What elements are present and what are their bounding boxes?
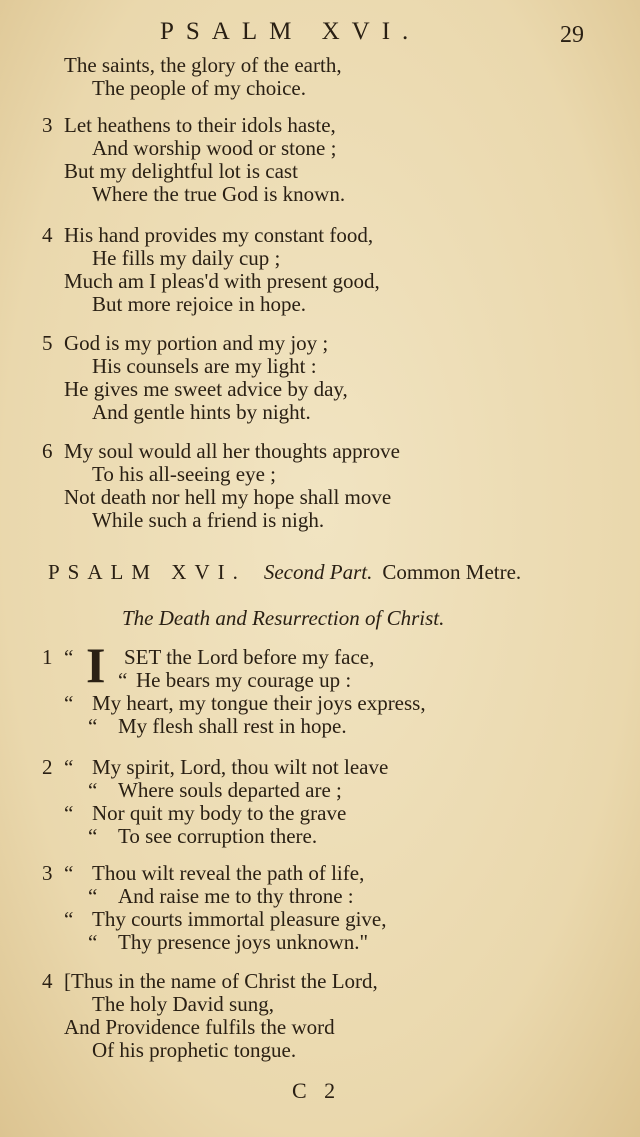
quote-mark: “ [64,755,74,779]
quote-mark: “ [64,691,74,715]
quote-mark: “ [118,668,128,692]
verse-line: Let heathens to their idols haste, [64,113,336,137]
verse-line: And gentle hints by night. [92,400,311,424]
section-part: Second Part. [263,560,373,584]
stanza-number: 5 [42,331,53,355]
page-header [0,14,640,54]
verse-line: And worship wood or stone ; [92,136,337,160]
stanza-number: 1 [42,645,53,669]
stanza-3 [0,114,640,206]
verse-line: Where the true God is known. [92,182,346,206]
verse-line: The holy David sung, [92,992,274,1016]
verse-line: He gives me sweet advice by day, [64,377,348,401]
running-head: PSALM XVI. [160,18,421,45]
quote-mark: “ [64,801,74,825]
stanza-2-tail [0,54,640,100]
verse-line: He fills my daily cup ; [92,246,281,270]
verse-line: Thy presence joys unknown." [118,930,369,954]
verse-line: His hand provides my constant food, [64,223,374,247]
verse-line: Thou wilt reveal the path of life, [92,861,365,885]
verse-line: Not death nor hell my hope shall move [64,485,392,509]
stanza-number: 4 [42,969,53,993]
verse-line: To see corruption there. [118,824,318,848]
quote-mark: “ [88,884,98,908]
verse-line: And Providence fulfils the word [64,1015,335,1039]
verse-line: Much am I pleas'd with present good, [64,269,380,293]
verse-line: SET the Lord before my face, [124,645,375,669]
page-number: 29 [560,22,584,48]
quote-mark: “ [88,714,98,738]
stanza-number: 3 [42,861,53,885]
verse-line: Nor quit my body to the grave [92,801,347,825]
section-heading [48,560,608,585]
verse-line: My heart, my tongue their joys express, [92,691,426,715]
quote-mark: “ [64,645,74,669]
verse-line: While such a friend is nigh. [92,508,325,532]
verse-line: He bears my courage up : [136,668,352,692]
quote-mark: “ [88,824,98,848]
part2-stanza-2 [0,756,640,848]
verse-line: To his all-seeing eye ; [92,462,276,486]
stanza-5 [0,332,640,424]
quote-mark: “ [64,907,74,931]
section-metre: Common Metre. [382,560,522,584]
stanza-number: 2 [42,755,53,779]
verse-line: My spirit, Lord, thou wilt not leave [92,755,389,779]
stanza-number: 3 [42,113,53,137]
verse-line: Where souls departed are ; [118,778,342,802]
quote-mark: “ [64,861,74,885]
stanza-number: 4 [42,223,53,247]
signature-mark: C 2 [292,1078,342,1103]
verse-line: But my delightful lot is cast [64,159,298,183]
verse-line: And raise me to thy throne : [118,884,354,908]
stanza-4 [0,224,640,316]
verse-line: My flesh shall rest in hope. [118,714,347,738]
verse-line: God is my portion and my joy ; [64,331,329,355]
verse-line: Of his prophetic tongue. [92,1038,297,1062]
quote-mark: “ [88,930,98,954]
stanza-number: 6 [42,439,53,463]
verse-line: The people of my choice. [92,76,306,100]
hymn-subtitle: The Death and Resurrection of Christ. [122,606,445,630]
part2-stanza-4 [0,970,640,1062]
verse-line: Thy courts immortal pleasure give, [92,907,387,931]
verse-line: The saints, the glory of the earth, [64,53,342,77]
verse-line: My soul would all her thoughts approve [64,439,400,463]
verse-line: His counsels are my light : [92,354,317,378]
stanza-6 [0,440,640,532]
drop-cap: I [86,637,106,693]
verse-line: But more rejoice in hope. [92,292,307,316]
verse-line: [Thus in the name of Christ the Lord, [64,969,378,993]
section-psalm: PSALM XVI. [48,560,246,584]
part2-stanza-3 [0,862,640,954]
quote-mark: “ [88,778,98,802]
part2-stanza-1 [0,646,640,738]
